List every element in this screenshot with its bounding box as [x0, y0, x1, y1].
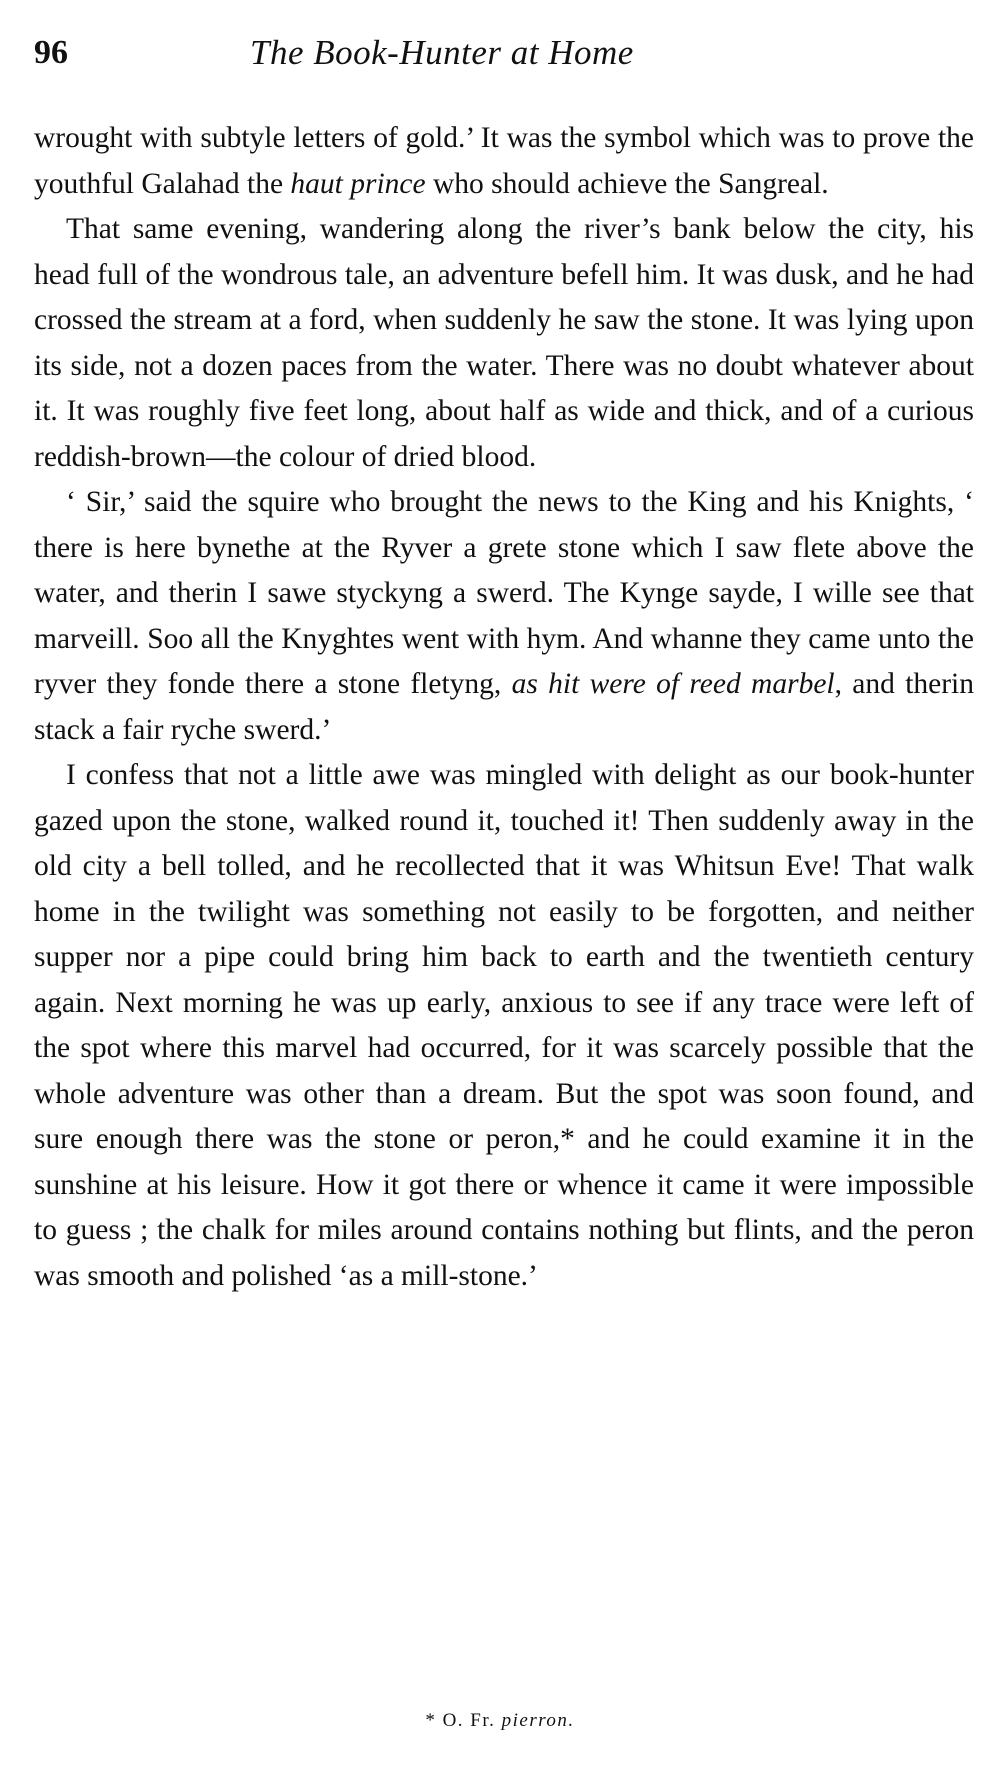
paragraph-text: ‘ Sir,’ said the squire who brought the news to the King and his Knights, ‘ there is here bynethe at the Ryver a grete stone which I saw flete above the water, and therin I sawe styckyng a swerd. The Kynge sayde, I wille see that marveill. Soo all the Knyghtes went with hym. And whanne they came unto the ryver they fonde there a stone fletyng,: [34, 486, 974, 700]
paragraph-text: wrought with subtyle letters of gold.’ It was the symbol which was to prove the youthful Galahad the: [34, 122, 974, 200]
paragraph-text: , and therin stack a fair ryche swerd.’: [34, 668, 975, 746]
italic-phrase: haut prince: [290, 167, 426, 200]
running-head: The Book-Hunter at Home: [250, 33, 634, 72]
footnote-marker: * O. Fr.: [425, 1710, 502, 1731]
paragraph-2: [34, 207, 974, 480]
page-header: [34, 30, 974, 76]
body-text: [34, 116, 974, 1299]
footnote: [0, 1710, 1000, 1732]
paragraph-text: That same evening, wandering along the river’s bank below the city, his head full of the wondrous tale, an adventure befell him. It was dusk, and he had crossed the stream at a ford, when suddenly he saw the stone. It was lying upon its side, not a dozen paces from the water. There was no doubt whatever about it. It was roughly five feet long, about half as wide and thick, and of a curious reddish-brown—the colour of dried blood.: [34, 213, 974, 473]
paragraph-3: [34, 480, 974, 753]
paragraph-4: [34, 753, 974, 1299]
paragraph-text: who should achieve the Sangreal.: [425, 167, 829, 200]
footnote-term: pierron.: [501, 1710, 575, 1731]
paragraph-1: [34, 116, 974, 207]
italic-phrase: as hit were of reed marbel: [511, 668, 835, 700]
paragraph-text: I confess that not a little awe was mingled with delight as our book-hunter gazed upon the stone, walked round it, touched it! Then suddenly away in the old city a bell tolled, and he recollected that it was Whitsun Eve! That walk home in the twilight was something not easily to be forgotten, and neither supper nor a pipe could bring him back to earth and the twentieth century again. Next morning he was up early, anxious to see if any trace were left of the spot where this marvel had occurred, for it was scarcely possible that the whole adventure was other than a dream. But the spot was soon found, and sure enough there was the stone or peron,* and he could examine it in the sunshine at his leisure. How it got there or whence it came it were impossible to guess ; the chalk for miles around contains nothing but flints, and the peron was smooth and polished ‘as a mill-stone.’: [34, 759, 974, 1292]
page-number: 96: [34, 34, 68, 71]
